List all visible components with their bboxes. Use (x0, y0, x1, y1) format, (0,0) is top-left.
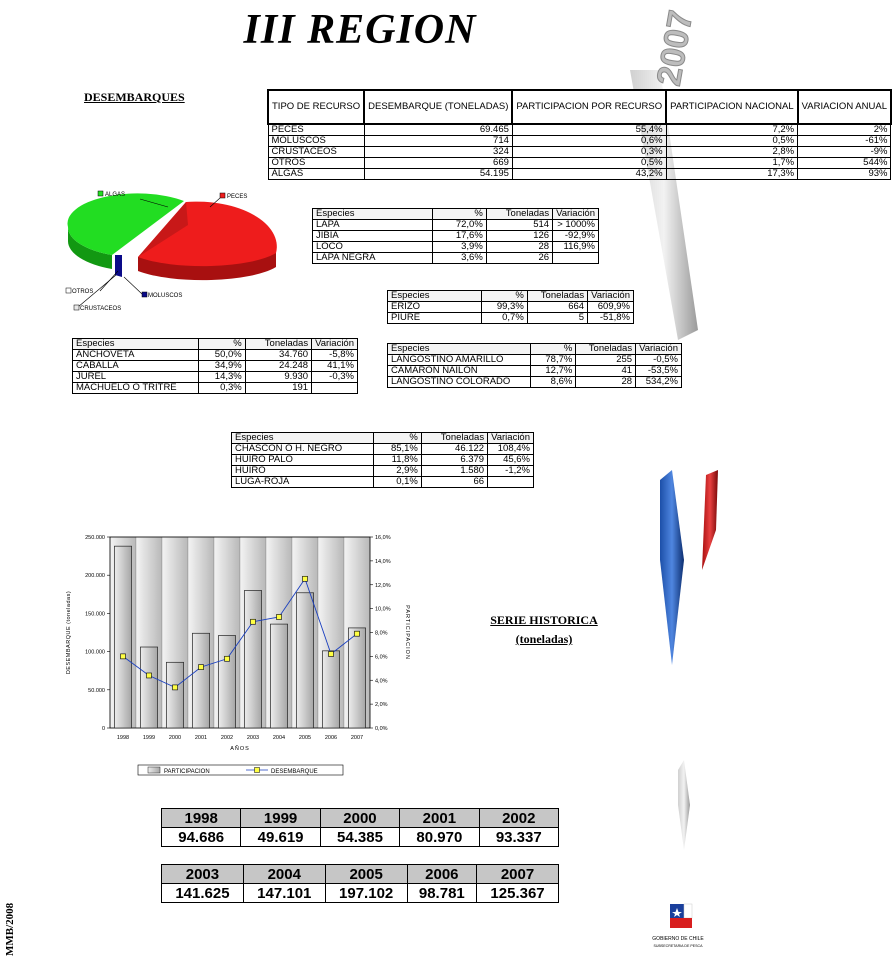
legend-line-marker (255, 768, 260, 773)
y2-tick-label: 0,0% (375, 726, 388, 732)
x-tick-label: 2000 (168, 735, 182, 741)
cell: 28 (576, 377, 636, 388)
y2-axis-title: PARTICIPACION (404, 605, 410, 660)
header-especies: Especies (232, 433, 374, 444)
y2-tick-label: 8,0% (375, 630, 388, 637)
cell: -9% (798, 147, 891, 158)
year-cell: 2004 (243, 865, 325, 884)
cell: 17,3% (666, 169, 798, 180)
cell: 255 (576, 355, 636, 366)
cell: HUIRO (232, 466, 374, 477)
cell: -61% (798, 136, 891, 147)
logo-text-2: SUBSECRETARIA DE PESCA (653, 944, 703, 948)
cell: 0,5% (666, 136, 798, 147)
x-tick-label: 2002 (220, 735, 234, 741)
header-variacion: Variación (488, 433, 534, 444)
y-tick-label: 150.000 (85, 611, 105, 618)
header-tipo-recurso: TIPO DE RECURSO (268, 90, 364, 124)
legend-bar-label: PARTICIPACION (164, 769, 210, 775)
line-point-2007 (355, 631, 360, 636)
value-cell: 141.625 (162, 884, 244, 903)
cell: 8,6% (530, 377, 575, 388)
y-tick-label: 0 (101, 726, 105, 732)
y2-tick-label: 12,0% (375, 582, 391, 589)
page-title: III REGION (243, 7, 477, 53)
pie-label-otros: OTROS (72, 289, 94, 295)
y-axis-title: DESEMBARQUE (toneladas) (66, 590, 72, 675)
table-row (232, 466, 534, 477)
header-toneladas: Toneladas (576, 344, 636, 355)
cell: LOCO (313, 242, 433, 253)
cell: 664 (527, 302, 587, 313)
grey-diamond-shape (678, 760, 690, 850)
cell (312, 383, 358, 394)
table-row (268, 158, 891, 169)
cell: CRUSTACEOS (268, 147, 364, 158)
value-cell: 147.101 (243, 884, 325, 903)
resource-pie-chart (60, 185, 280, 320)
cell: LAPA (313, 220, 433, 231)
year-cell: 1998 (162, 809, 241, 828)
cell: 17,6% (432, 231, 486, 242)
year-cell: 2003 (162, 865, 244, 884)
y-tick-label: 50.000 (88, 687, 105, 694)
cell: 46.122 (421, 444, 487, 455)
cell: -5,8% (312, 350, 358, 361)
cell: 5 (527, 313, 587, 324)
legend-bar-swatch (148, 767, 160, 773)
table-header-row (162, 865, 559, 884)
cell: HUIRO PALO (232, 455, 374, 466)
bar-2003 (244, 590, 261, 728)
cell: -53,5% (636, 366, 682, 377)
crustaceos-species-table (387, 343, 682, 388)
table-row (73, 383, 358, 394)
cell: 28 (486, 242, 552, 253)
cell: -0,5% (636, 355, 682, 366)
year-cell: 2001 (400, 809, 479, 828)
table-row (73, 372, 358, 383)
table-header-row (313, 209, 599, 220)
table-header-row (162, 809, 559, 828)
x-tick-label: 2006 (324, 735, 338, 741)
cell: LAPA NEGRA (313, 253, 433, 264)
algas-species-table (231, 432, 534, 488)
value-cell: 125.367 (477, 884, 559, 903)
watermark-year: 2007 (649, 7, 701, 89)
cell: 11,8% (373, 455, 421, 466)
cell: LUGA-ROJA (232, 477, 374, 488)
line-point-2001 (199, 665, 204, 670)
value-cell: 94.686 (162, 828, 241, 847)
cell: PIURE (388, 313, 482, 324)
table-row (388, 355, 682, 366)
peces-species-table (72, 338, 358, 394)
table-row (313, 242, 599, 253)
y2-tick-label: 4,0% (375, 678, 388, 685)
header-pct: % (199, 339, 245, 350)
header-participacion-recurso: PARTICIPACION POR RECURSO (512, 90, 666, 124)
table-row (313, 231, 599, 242)
x-tick-label: 2004 (272, 735, 286, 741)
y2-tick-label: 10,0% (375, 606, 391, 613)
bar-2006 (322, 651, 339, 728)
cell: 324 (364, 147, 512, 158)
line-point-2003 (251, 619, 256, 624)
table-row (232, 455, 534, 466)
cell: LANGOSTINO COLORADO (388, 377, 531, 388)
cell: 78,7% (530, 355, 575, 366)
blue-diamond-shape (660, 470, 684, 665)
header-variacion-anual: VARIACION ANUAL (798, 90, 891, 124)
line-point-2005 (303, 576, 308, 581)
pie-label-moluscos: MOLUSCOS (148, 293, 183, 299)
table-header-row (388, 344, 682, 355)
cell: 108,4% (488, 444, 534, 455)
gobierno-de-chile-logo (648, 900, 708, 956)
value-cell: 54.385 (320, 828, 399, 847)
cell: > 1000% (553, 220, 599, 231)
y-tick-label: 100.000 (85, 649, 105, 656)
header-toneladas: Toneladas (527, 291, 587, 302)
cell: 534,2% (636, 377, 682, 388)
cell: 54.195 (364, 169, 512, 180)
header-participacion-nacional: PARTICIPACION NACIONAL (666, 90, 798, 124)
year-cell: 2002 (479, 809, 558, 828)
cell: 50,0% (199, 350, 245, 361)
header-pct: % (373, 433, 421, 444)
cell: 69.465 (364, 124, 512, 136)
cell: MOLUSCOS (268, 136, 364, 147)
table-row (73, 361, 358, 372)
y2-tick-label: 6,0% (375, 654, 388, 661)
cell: CHASCON O H. NEGRO (232, 444, 374, 455)
y-tick-label: 250.000 (85, 535, 105, 541)
year-cell: 2007 (477, 865, 559, 884)
value-cell: 98.781 (407, 884, 477, 903)
bar-2001 (192, 633, 209, 728)
cell: 0,7% (481, 313, 527, 324)
table-header-row (232, 433, 534, 444)
pie-label-crustaceos: CRUSTACEOS (80, 306, 122, 312)
bar-2004 (270, 624, 287, 728)
cell: 9.930 (245, 372, 311, 383)
cell: -0,3% (312, 372, 358, 383)
cell: 3,9% (432, 242, 486, 253)
cell: 6.379 (421, 455, 487, 466)
header-toneladas: Toneladas (245, 339, 311, 350)
cell: 544% (798, 158, 891, 169)
document-code: MMB/2008 (4, 902, 16, 956)
table-row (268, 136, 891, 147)
pie-label-peces: PECES (227, 194, 248, 200)
year-cell: 2000 (320, 809, 399, 828)
cell: 3,6% (432, 253, 486, 264)
cell: JIBIA (313, 231, 433, 242)
y2-tick-label: 14,0% (375, 558, 391, 565)
y-tick-label: 200.000 (85, 573, 105, 580)
header-variacion: Variación (553, 209, 599, 220)
cell: ERIZO (388, 302, 482, 313)
cell: ALGAS (268, 169, 364, 180)
table-row (232, 477, 534, 488)
header-toneladas: Toneladas (421, 433, 487, 444)
cell: 1.580 (421, 466, 487, 477)
serie-historica-unit: (toneladas) (515, 632, 573, 646)
header-pct: % (481, 291, 527, 302)
cell: 669 (364, 158, 512, 169)
x-tick-label: 2007 (350, 735, 364, 741)
year-cell: 2006 (407, 865, 477, 884)
cell: -1,2% (488, 466, 534, 477)
cell: 126 (486, 231, 552, 242)
header-variacion: Variación (312, 339, 358, 350)
year-cell: 2005 (325, 865, 407, 884)
header-especies: Especies (388, 291, 482, 302)
table-row (313, 253, 599, 264)
cell: 116,9% (553, 242, 599, 253)
table-row (388, 366, 682, 377)
cell: 72,0% (432, 220, 486, 231)
line-point-1999 (147, 673, 152, 678)
cell: 43,2% (512, 169, 666, 180)
cell: 45,6% (488, 455, 534, 466)
x-tick-label: 1999 (142, 735, 156, 741)
cell: 191 (245, 383, 311, 394)
table-row (388, 313, 634, 324)
cell: 2% (798, 124, 891, 136)
cell: ANCHOVETA (73, 350, 199, 361)
line-point-2006 (329, 651, 334, 656)
cell: 2,8% (666, 147, 798, 158)
line-point-2002 (225, 656, 230, 661)
cell: 99,3% (481, 302, 527, 313)
otros-species-table (387, 290, 634, 324)
cell: -92,9% (553, 231, 599, 242)
historical-series-chart (60, 525, 430, 780)
line-point-1998 (121, 654, 126, 659)
section-label-desembarques: DESEMBARQUES (84, 90, 185, 104)
table-header-row (73, 339, 358, 350)
table-row (268, 147, 891, 158)
x-tick-label: 1998 (116, 735, 130, 741)
cell: 41,1% (312, 361, 358, 372)
bar-2005 (296, 593, 313, 728)
moluscos-slice (115, 255, 122, 277)
cell: JUREL (73, 372, 199, 383)
moluscos-species-table (312, 208, 599, 264)
legend-line-label: DESEMBARQUE (271, 769, 318, 775)
x-tick-label: 2005 (298, 735, 312, 741)
bar-1998 (114, 546, 131, 728)
header-pct: % (530, 344, 575, 355)
header-especies: Especies (73, 339, 199, 350)
cell: 1,7% (666, 158, 798, 169)
header-especies: Especies (388, 344, 531, 355)
yearly-totals-table-1 (161, 808, 559, 847)
cell: 514 (486, 220, 552, 231)
desembarques-table (267, 89, 892, 180)
cell: 609,9% (588, 302, 634, 313)
value-cell: 80.970 (400, 828, 479, 847)
table-row (313, 220, 599, 231)
table-header-row (388, 291, 634, 302)
bar-2000 (166, 662, 183, 728)
table-row (388, 302, 634, 313)
red-diamond-shape (702, 470, 718, 570)
value-cell: 197.102 (325, 884, 407, 903)
cell: 85,1% (373, 444, 421, 455)
y2-tick-label: 2,0% (375, 702, 388, 709)
table-row (268, 124, 891, 136)
cell: MACHUELO O TRITRE (73, 383, 199, 394)
table-row (388, 377, 682, 388)
table-row (268, 169, 891, 180)
cell: 0,3% (199, 383, 245, 394)
table-row (73, 350, 358, 361)
cell: CABALLA (73, 361, 199, 372)
table-header-row (268, 90, 891, 124)
header-variacion: Variación (636, 344, 682, 355)
line-point-2004 (277, 614, 282, 619)
line-point-2000 (173, 685, 178, 690)
cell: OTROS (268, 158, 364, 169)
header-especies: Especies (313, 209, 433, 220)
cell: 7,2% (666, 124, 798, 136)
header-pct: % (432, 209, 486, 220)
cell (553, 253, 599, 264)
header-variacion: Variación (588, 291, 634, 302)
cell: 0,3% (512, 147, 666, 158)
value-cell: 49.619 (241, 828, 320, 847)
cell: 714 (364, 136, 512, 147)
x-tick-label: 2001 (194, 735, 208, 741)
serie-historica-title: SERIE HISTORICA (490, 613, 598, 627)
cell: 41 (576, 366, 636, 377)
cell: 24.248 (245, 361, 311, 372)
cell: 26 (486, 253, 552, 264)
cell: 2,9% (373, 466, 421, 477)
cell: 12,7% (530, 366, 575, 377)
table-row (232, 444, 534, 455)
cell: 14,3% (199, 372, 245, 383)
pie-label-algas: ALGAS (105, 192, 126, 198)
serie-historica-label (489, 613, 599, 647)
x-tick-label: 2003 (246, 735, 260, 741)
cell: 0,6% (512, 136, 666, 147)
bar-2007 (348, 628, 365, 728)
table-row (162, 828, 559, 847)
cell: 55,4% (512, 124, 666, 136)
header-desembarque: DESEMBARQUE (TONELADAS) (364, 90, 512, 124)
x-axis-title: AÑOS (230, 746, 250, 752)
table-row (162, 884, 559, 903)
y2-tick-label: 16,0% (375, 535, 391, 541)
cell: LANGOSTINO AMARILLO (388, 355, 531, 366)
cell: 93% (798, 169, 891, 180)
value-cell: 93.337 (479, 828, 558, 847)
logo-text-1: GOBIERNO DE CHILE (652, 936, 704, 942)
cell: 0,1% (373, 477, 421, 488)
yearly-totals-table-2 (161, 864, 559, 903)
logo-red-band (670, 918, 692, 928)
cell: CAMARON NAILON (388, 366, 531, 377)
header-toneladas: Toneladas (486, 209, 552, 220)
cell: PECES (268, 124, 364, 136)
cell: 66 (421, 477, 487, 488)
cell: 34,9% (199, 361, 245, 372)
bar-2002 (218, 636, 235, 728)
cell (488, 477, 534, 488)
year-cell: 1999 (241, 809, 320, 828)
cell: -51,8% (588, 313, 634, 324)
bar-1999 (140, 647, 157, 728)
cell: 0,5% (512, 158, 666, 169)
cell: 34.760 (245, 350, 311, 361)
